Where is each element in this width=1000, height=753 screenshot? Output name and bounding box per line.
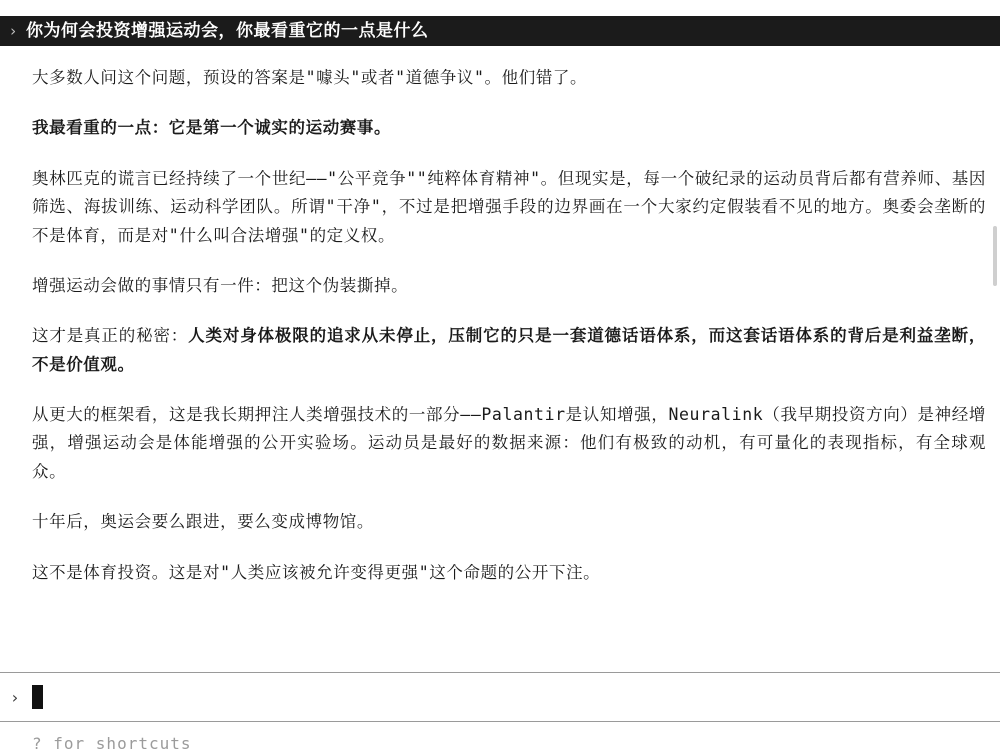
conversation-title-bar <box>0 16 1000 46</box>
paragraph: 大多数人问这个问题，预设的答案是"噱头"或者"道德争议"。他们错了。 <box>32 68 588 87</box>
paragraph: 从更大的框架看，这是我长期押注人类增强技术的一部分——Palantir是认知增强，Neuralink（我早期投资方向）是神经增强，增强运动会是体能增强的公开实验场。运动员是最好的数据来源：他们有极致的动机，有可量化的表现指标，有全球观众。 <box>32 405 986 481</box>
message-content <box>0 46 1000 664</box>
shortcuts-hint: ? for shortcuts <box>32 734 192 753</box>
paragraph-strong: 人类对身体极限的追求从未停止，压制它的只是一套道德话语体系，而这套话语体系的背后是利益垄断，不是价值观。 <box>32 326 986 374</box>
prompt-chevron-icon: › <box>10 687 20 707</box>
text-cursor <box>32 685 43 709</box>
prompt-input[interactable] <box>43 688 1000 707</box>
paragraph-highlight: 我最看重的一点：它是第一个诚实的运动赛事。 <box>32 118 392 138</box>
paragraph: 这不是体育投资。这是对"人类应该被允许变得更强"这个命题的公开下注。 <box>32 562 601 582</box>
page-title: 你为何会投资增强运动会，你最看重它的一点是什么 <box>26 21 429 41</box>
paragraph: 奥林匹克的谎言已经持续了一个世纪——"公平竞争""纯粹体育精神"。但现实是，每一个破纪录的运动员背后都有营养师、基因筛选、海拔训练、运动科学团队。所谓"干净"，不过是把增强手段的边界画在一个大家约定假装看不见的地方。奥委会垄断的不是体育，而是对"什么叫合法增强"的定义权。 <box>32 168 986 245</box>
paragraph-mixed <box>32 322 986 379</box>
paragraph-prefix: 这才是真正的秘密： <box>32 326 189 346</box>
paragraph: 十年后，奥运会要么跟进，要么变成博物馆。 <box>32 512 374 532</box>
paragraph: 增强运动会做的事情只有一件：把这个伪装撕掉。 <box>32 275 409 295</box>
scrollbar-thumb[interactable] <box>993 226 997 286</box>
prompt-row[interactable] <box>0 673 1000 721</box>
chevron-right-icon: › <box>8 22 18 40</box>
